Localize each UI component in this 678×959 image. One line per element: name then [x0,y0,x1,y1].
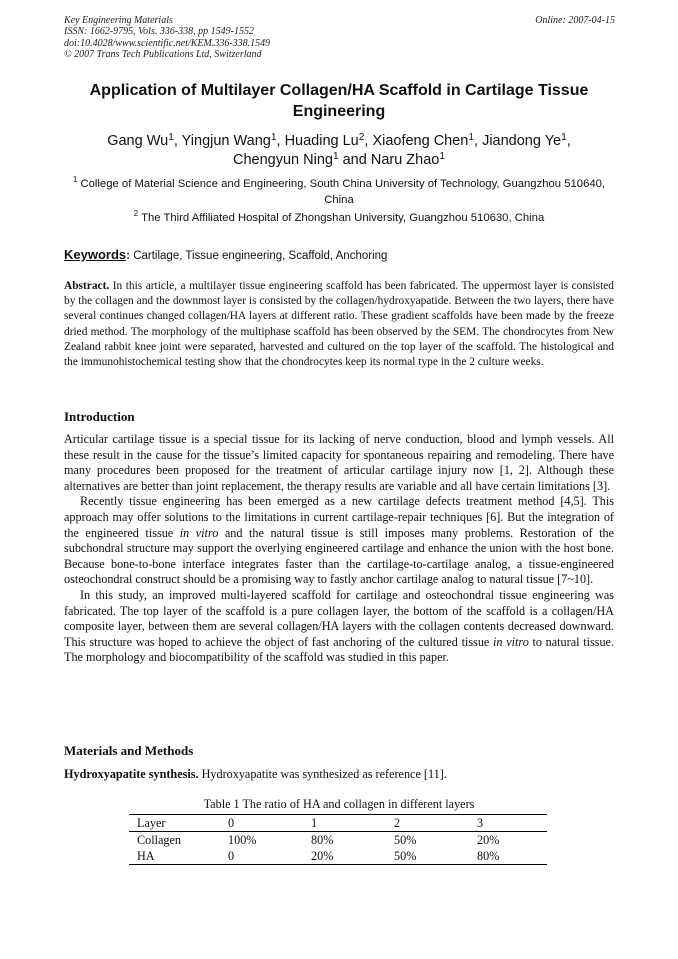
journal-header [64,15,270,60]
author-separator: , [566,133,571,149]
table-cell: 80% [477,849,500,863]
abstract-text: In this article, a multilayer tissue engineering scaffold has been fabricated. The uppermost layer is consisted by the collagen and the downmost layer is consisted by the collagen/hydroxyapatide. Between the two layers, there have several continues changed collagen/HA layers at different ratio. These gradient scaffolds have been made by the freeze dried method. The morphology of the multiphase scaffold has been observed by the SEM. The chondrocytes from New Zealand rabbit knee joint were separated, harvested and cultured on the top layer of the scaffold. The histological and the immunohistochemical testing show that the chondrocytes keep its normal type in the 2 culture weeks. [64,280,614,369]
keywords-label: Keywords [64,247,127,262]
author-separator: , [364,133,373,149]
author-separator: , [276,133,285,149]
table-row [129,832,547,848]
hydroxyapatite-paragraph [64,767,614,783]
author-separator: and [338,152,371,168]
table-row [129,848,547,864]
table-header-row [129,815,547,832]
paragraph [64,588,614,666]
author-name: Jiandong Ye [482,133,562,149]
table-cell: HA [137,849,155,863]
paragraph-text: In this study, an improved multi-layered scaffold for cartilage and osteochondral tissue engineering was fabricated. The top layer of the scaffold is a pure collagen layer, the bottom of the scaffold is a collagen/HA composite layer, between them are several collagen/HA layers with the collagen contents decreased downward. This structure was hoped to achieve the object of fast anchoring of the cultured tissue [64,587,614,649]
issn-line: ISSN: 1662-9795, Vols. 336-338, pp 1549-1552 [64,26,254,38]
paragraph-text: and the natural tissue is still imposes many problems. Restoration of the subchondral structure may support the overlying engineered cartilage and enhance the union with the host bone. Because bone-to-bone interface integrates faster than the cartilage-to-cartilage analog, a tissue-engineered osteochondral construct should be a promising way to fastly anchor cartilage analog to natural tissue [7~10]. [64,525,614,587]
table-header-cell: 1 [311,816,318,830]
table-cell: 50% [394,833,417,847]
affiliation-number: 1 [72,175,78,184]
affiliation-text: The Third Affiliated Hospital of Zhongshan University, Guangzhou 510630, China [141,212,545,224]
table-header-cell: 2 [394,816,401,830]
paragraph [64,494,614,588]
author-list [60,132,618,170]
table-cell: Collagen [137,833,182,847]
table-cell: 80% [311,833,334,847]
subsection-label: Hydroxyapatite synthesis. [64,767,199,781]
author-name: Huading Lu [284,133,359,149]
keywords-colon: : [126,250,130,262]
author-affil-mark: 1 [332,151,339,162]
author-affil-mark: 2 [358,132,365,143]
online-date: Online: 2007-04-15 [535,15,615,26]
author-separator: , [474,133,483,149]
author-line-2 [60,151,618,170]
paragraph-text: to natural tissue. The morphology and biocompatibility of the scaffold was studied in this paper. [64,634,615,665]
author-affil-mark: 1 [439,151,445,162]
journal-name: Key Engineering Materials [64,15,173,26]
table-cell: 20% [311,849,334,863]
author-line-1 [60,132,618,151]
abstract [64,279,614,370]
author-affil-mark: 1 [270,132,277,143]
section-heading-introduction: Introduction [64,409,135,424]
paragraph-text: Recently tissue engineering has been emerged as a new cartilage defects treatment method [4,5]. This approach may offer solutions to the limitations in current cartilage-repair techniques [6]. But the integration of the engineered tissue [64,494,614,540]
author-name: Naru Zhao [370,152,440,168]
table-cell: 50% [394,849,417,863]
table-header-cell: 3 [477,816,484,830]
author-separator: , [173,133,182,149]
author-name: Xiaofeng Chen [372,133,469,149]
table-cell: 100% [228,833,257,847]
author-affil-mark: 1 [468,132,475,143]
table-cell: 0 [228,849,235,863]
paper-title: Application of Multilayer Collagen/HA Scaffold in Cartilage Tissue Engineering [89,82,589,120]
author-affil-mark: 1 [168,132,174,143]
affiliation-1 [70,177,608,208]
author-name: Gang Wu [107,133,169,149]
author-name: Yingjun Wang [181,133,271,149]
doi-line: doi:10.4028/www.scientific.net/KEM.336-338.1549 [64,37,271,49]
author-affil-mark: 1 [561,132,567,143]
table-header-cell: Layer [137,816,166,830]
introduction-body [64,432,614,666]
paragraph: Articular cartilage tissue is a special tissue for its lacking of nerve conduction, blood and lymph vessels. All these result in the cause for the tissue’s limited capacity for spontaneous repairing and remodeling. There have many procedures been proposed for the treatment of articular cartilage injury now [1, 2]. Although these alternatives are better than joint replacement, the therapy results are variable and all have certain limitations [3]. [64,432,614,493]
copyright-line: © 2007 Trans Tech Publications Ltd, Switzerland [64,48,262,60]
italic-term: in vitro [493,634,529,649]
affiliation-2 [70,211,608,227]
table-header-cell: 0 [228,816,235,830]
paragraph-text: Hydroxyapatite was synthesized as reference [11]. [201,767,447,781]
ratio-table [129,814,547,865]
abstract-label: Abstract. [64,280,110,292]
affiliation-text: College of Material Science and Engineering, South China University of Technology, Guangzhou 510640, China [80,178,606,206]
italic-term: in vitro [179,525,219,540]
author-name: Chengyun Ning [232,152,333,168]
keywords-line [64,247,387,262]
affiliation-number: 2 [133,209,139,218]
table-caption: Table 1 The ratio of HA and collagen in different layers [203,797,475,811]
section-heading-materials-methods: Materials and Methods [64,743,194,758]
keywords-text: Cartilage, Tissue engineering, Scaffold, Anchoring [133,250,388,262]
table-cell: 20% [477,833,500,847]
